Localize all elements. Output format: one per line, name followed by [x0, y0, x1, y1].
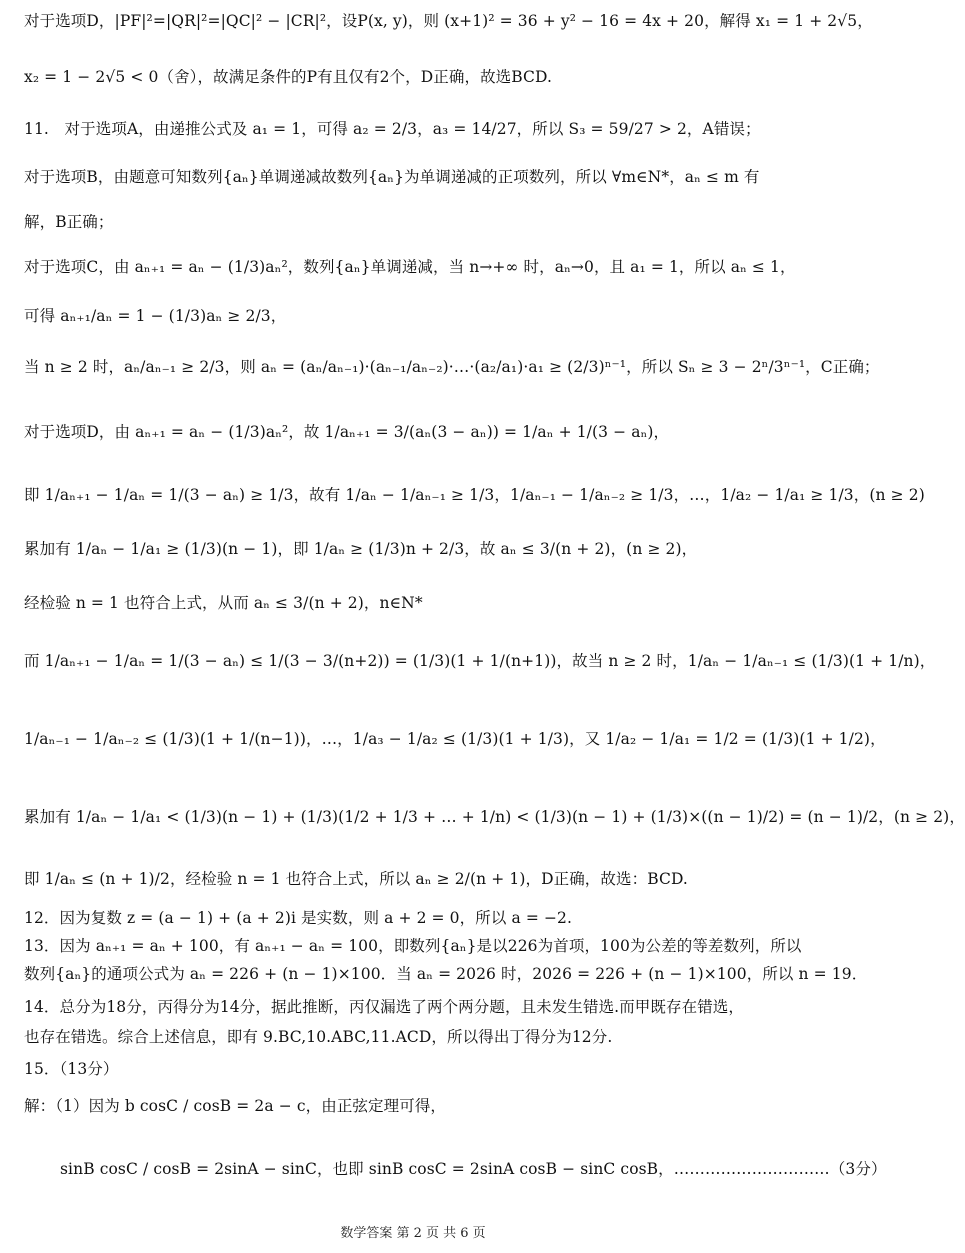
text-line: 而 1/aₙ₊₁ − 1/aₙ = 1/(3 − aₙ) ≤ 1/(3 − 3/(n+2)) = (1/3)(1 + 1/(n+1))，故当 n ≥ 2 时，1/aₙ − 1/aₙ₋₁ ≤ (1/3)(1 + 1/n)，	[24, 652, 936, 670]
text-line: 13．因为 aₙ₊₁ = aₙ + 100，有 aₙ₊₁ − aₙ = 100，即数列{aₙ}是以226为首项，100为公差的等差数列，所以	[24, 937, 802, 955]
text-line: 12．因为复数 z = (a − 1) + (a + 2)i 是实数，则 a + 2 = 0，所以 a = −2.	[24, 909, 573, 927]
text-line: 对于选项B，由题意可知数列{aₙ}单调递减故数列{aₙ}为单调递减的正项数列，所以 ∀m∈N*，aₙ ≤ m 有	[24, 168, 760, 186]
text-line: 可得 aₙ₊₁/aₙ = 1 − (1/3)aₙ ≥ 2/3，	[24, 307, 287, 325]
text-line: 解，B正确；	[24, 213, 114, 231]
text-line: 对于选项D，由 aₙ₊₁ = aₙ − (1/3)aₙ²，故 1/aₙ₊₁ = 3/(aₙ(3 − aₙ)) = 1/aₙ + 1/(3 − aₙ)，	[24, 423, 670, 441]
text-line: 也存在错选。综合上述信息，即有 9.BC,10.ABC,11.ACD，所以得出丁得分为12分.	[24, 1028, 613, 1046]
text-line: 即 1/aₙ ≤ (n + 1)/2，经检验 n = 1 也符合上式，所以 aₙ ≥ 2/(n + 1)，D正确，故选：BCD.	[24, 870, 688, 888]
text-line: sinB cosC / cosB = 2sinA − sinC，也即 sinB cosC = 2sinA cosB − sinC cosB，…………………………（3分）	[60, 1160, 887, 1178]
text-line: 对于选项C，由 aₙ₊₁ = aₙ − (1/3)aₙ²，数列{aₙ}单调递减，当 n→+∞ 时，aₙ→0，且 a₁ = 1，所以 aₙ ≤ 1，	[24, 258, 796, 276]
text-line: 累加有 1/aₙ − 1/a₁ ≥ (1/3)(n − 1)，即 1/aₙ ≥ (1/3)n + 2/3，故 aₙ ≤ 3/(n + 2)，(n ≥ 2)，	[24, 540, 698, 558]
text-line: 14．总分为18分，丙得分为14分，据此推断，丙仅漏选了两个两分题，且未发生错选.而甲既存在错选，	[24, 998, 744, 1016]
text-line: 11. 对于选项A，由递推公式及 a₁ = 1，可得 a₂ = 2/3，a₃ = 14/27，所以 S₃ = 59/27 > 2，A错误；	[24, 120, 761, 138]
text-line: 对于选项D，|PF|²=|QR|²=|QC|² − |CR|²，设P(x, y)，则 (x+1)² = 36 + y² − 16 = 4x + 20，解得 x₁ = 1 + 2√5，	[24, 12, 873, 30]
text-line: 数列{aₙ}的通项公式为 aₙ = 226 + (n − 1)×100．当 aₙ = 2026 时，2026 = 226 + (n − 1)×100，所以 n = 19．	[24, 965, 868, 983]
text-line: x₂ = 1 − 2√5 < 0（舍），故满足条件的P有且仅有2个，D正确，故选BCD.	[24, 68, 553, 86]
text-line: 累加有 1/aₙ − 1/a₁ < (1/3)(n − 1) + (1/3)(1/2 + 1/3 + … + 1/n) < (1/3)(n − 1) + (1/3)×((n − 1)/2) = (n − 1)/2，(n ≥ 2)，	[24, 808, 965, 826]
text-line: 经检验 n = 1 也符合上式，从而 aₙ ≤ 3/(n + 2)，n∈N*	[24, 594, 423, 612]
page-footer: 数学答案 第 2 页 共 6 页	[340, 1226, 486, 1241]
text-line: 1/aₙ₋₁ − 1/aₙ₋₂ ≤ (1/3)(1 + 1/(n−1))，…，1/a₃ − 1/a₂ ≤ (1/3)(1 + 1/3)，又 1/a₂ − 1/a₁ = 1/2 = (1/3)(1 + 1/2)，	[24, 730, 886, 748]
text-line: 15．（13分）	[24, 1060, 119, 1078]
text-line: 即 1/aₙ₊₁ − 1/aₙ = 1/(3 − aₙ) ≥ 1/3，故有 1/aₙ − 1/aₙ₋₁ ≥ 1/3，1/aₙ₋₁ − 1/aₙ₋₂ ≥ 1/3，…，1/a₂ − 1/a₁ ≥ 1/3，(n ≥ 2)	[24, 486, 925, 504]
text-line: 当 n ≥ 2 时，aₙ/aₙ₋₁ ≥ 2/3，则 aₙ = (aₙ/aₙ₋₁)·(aₙ₋₁/aₙ₋₂)·…·(a₂/a₁)·a₁ ≥ (2/3)ⁿ⁻¹，所以 Sₙ ≥ 3 − 2ⁿ/3ⁿ⁻¹，C正确；	[24, 358, 880, 376]
text-line: 解：（1）因为 b cosC / cosB = 2a − c，由正弦定理可得，	[24, 1097, 447, 1115]
